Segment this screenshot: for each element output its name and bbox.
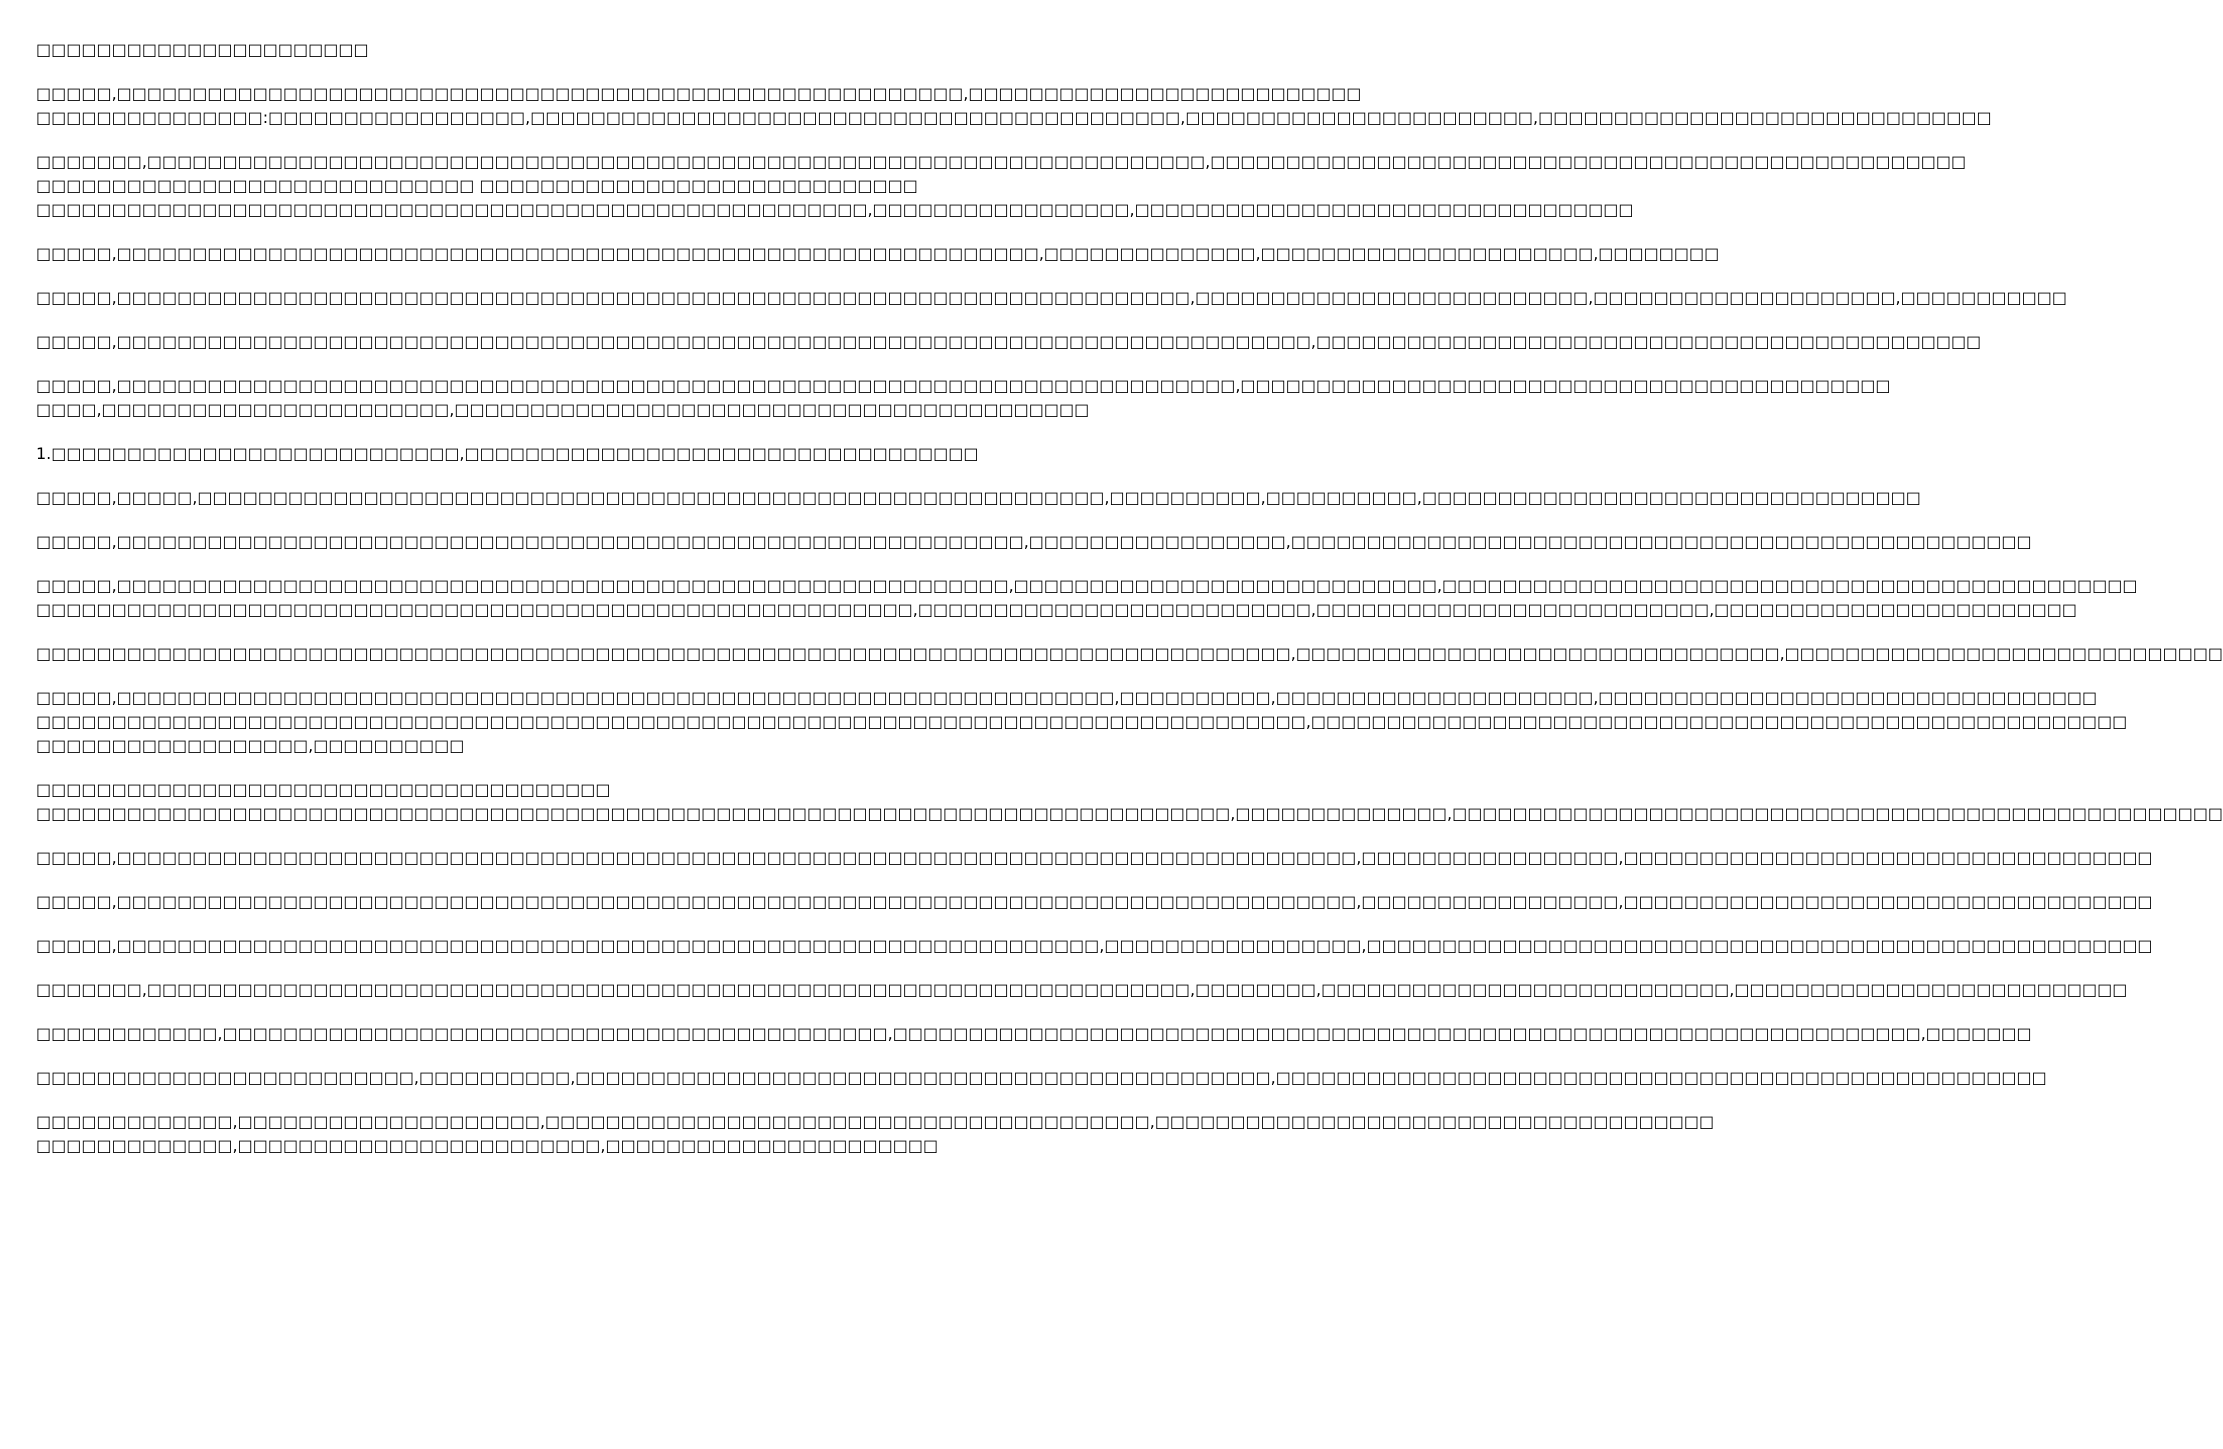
paragraph: [36, 934, 2153, 958]
text-line: □□□□□□□□□□□□□□□□□□□□□□□□□□□□□ □□□□□□□□□□□□□□□□□□□□□□□□□□□□□: [36, 176, 918, 195]
paragraph: [36, 890, 2153, 914]
paragraph: [36, 330, 1982, 354]
text-line: □□□□□,□□□□□□□□□□□□□□□□□□□□□□□□□□□□□□□□□□□□□□□□□□□□□□□□□□□□□□□□□□□□□□□□□□□□□□□□□□□□□□□□□□,□□□□□□□□□□□□□□□□□,□□□□□□□□□□□□□□□□□□□□□□□□□□□□□□□□□□□: [36, 848, 2153, 867]
text-line: □□□□□,□□□□□□□□□□□□□□□□□□□□□□□□□□□□□□□□□□□□□□□□□□□□□□□□□□□□□□□□□□□□□□□□□□,□□□□□□□□□□,□□□□□□□□□□□□□□□□□□□□□,□□□□□□□□□□□□□□□□□□□□□□□□□□□□□□□□□: [36, 688, 2098, 707]
text-line: □□□□□□□□□□□□□□□□□□□□□□□□□□□□□□□□□□□□□□□□□□□□□□□□□□□□□□□□□□□□□□□□□□□□□□□□□□□□□□□,□□□□□□□□□□□□□□,□□□□□□□□□□□□□□□□□□□□□□□□□□□□□□□□□□□□□□□□□□□□□□□□□□□: [36, 804, 2223, 823]
paragraph: [36, 530, 2032, 554]
text-line: □□□□□□□□□□□□□□□□□□□□□□□□□□□□□□□□□□□□□□□□□□□□□□□□□□□□□□□□□□□□□□□□□□□□□□□□□□□□□□□□□□□□,□□□□□□□□□□□□□□□□□□□□□□□□□□□□□□□□□□□□□□□□□□□□□□□□□□□□□□: [36, 712, 2128, 731]
text-line: □□□□□□□□□□□□□□□□□□,□□□□□□□□□□: [36, 736, 465, 755]
text-line: □□□□□□□□□□□□□□□□□□□□□□□□□□□□□□□□□□□□□□□□□□□□□□□□□□□□□□□□□□,□□□□□□□□□□□□□□□□□□□□□□□□□□,□□□□□□□□□□□□□□□□□□□□□□□□□□,□□□□□□□□□□□□□□□□□□□□□□□□: [36, 600, 2077, 619]
paragraph: [36, 686, 2128, 758]
text-line: □□□□□,□□□□□□□□□□□□□□□□□□□□□□□□□□□□□□□□□□□□□□□□□□□□□□□□□□□□□□□□□□□□□,□□□□□□□□□□□□□□,□□□□□□□□□□□□□□□□□□□□□□,□□□□□□□□: [36, 244, 1720, 263]
text-line: □□□□□□□,□□□□□□□□□□□□□□□□□□□□□□□□□□□□□□□□□□□□□□□□□□□□□□□□□□□□□□□□□□□□□□□□□□□□□,□□□□□□□□,□□□□□□□□□□□□□□□□□□□□□□□□□□□,□□□□□□□□□□□□□□□□□□□□□□□□□□: [36, 980, 2128, 999]
text-line: □□□□□□□□□□□□□□□□□□□□□□□□□□□□□□□□□□□□□□: [36, 780, 611, 799]
text-line: □□□□,□□□□□□□□□□□□□□□□□□□□□□□,□□□□□□□□□□□□□□□□□□□□□□□□□□□□□□□□□□□□□□□□□□: [36, 400, 1090, 419]
paragraph: [36, 1110, 1715, 1158]
text-line: □□□□□□□,□□□□□□□□□□□□□□□□□□□□□□□□□□□□□□□□□□□□□□□□□□□□□□□□□□□□□□□□□□□□□□□□□□□□□□,□□□□□□□□□□□□□□□□□□□□□□□□□□□□□□□□□□□□□□□□□□□□□□□□□□: [36, 152, 1967, 171]
paragraph: [36, 978, 2128, 1002]
text-line: □□□□□,□□□□□□□□□□□□□□□□□□□□□□□□□□□□□□□□□□□□□□□□□□□□□□□□□□□□□□□□□□□□□□□□□□□□□□□,□□□□□□□□□□□□□□□□□□□□□□□□□□,□□□□□□□□□□□□□□□□□□□□,□□□□□□□□□□□: [36, 288, 2067, 307]
text-line: □□□□□□□□□□□□□,□□□□□□□□□□□□□□□□□□□□,□□□□□□□□□□□□□□□□□□□□□□□□□□□□□□□□□□□□□□□□,□□□□□□□□□□□□□□□□□□□□□□□□□□□□□□□□□□□□□: [36, 1112, 1715, 1131]
paragraph: [36, 150, 1967, 222]
paragraph: [36, 1066, 2047, 1090]
text-line: □□□□□□□□□□□□□□□□□□□□□□: [36, 40, 369, 59]
text-line: □□□□□□□□□□□□□,□□□□□□□□□□□□□□□□□□□□□□□□,□□□□□□□□□□□□□□□□□□□□□□: [36, 1136, 939, 1155]
text-line: □□□□□,□□□□□□□□□□□□□□□□□□□□□□□□□□□□□□□□□□□□□□□□□□□□□□□□□□□□□□□□□□□□□□□□□□□□□□□□□□□□□□□,□□□□□□□□□□□□□□□□□□□□□□□□□□□□□□□□□□□□□□□□□□□□: [36, 332, 1982, 351]
text-line: □□□□□,□□□□□□□□□□□□□□□□□□□□□□□□□□□□□□□□□□□□□□□□□□□□□□□□□□□□□□□□□□□□□□□□□□□□□□□□□□,□□□□□□□□□□□□□□□□□□□□□□□□□□□□□□□□□□□□□□□□□□□: [36, 376, 1891, 395]
text-line: □□□□□□□□□□□□□□□□□□□□□□□□□□□□□□□□□□□□□□□□□□□□□□□□□□□□□□□□□□□□□□□□□□□□□□□□□□□□□□□□□□□,□□□□□□□□□□□□□□□□□□□□□□□□□□□□□□□□,□□□□□□□□□□□□□□□□□□□□□□□□□□□□□: [36, 644, 2223, 663]
text-line: □□□□□□□□□□□□□□□:□□□□□□□□□□□□□□□□□,□□□□□□□□□□□□□□□□□□□□□□□□□□□□□□□□□□□□□□□□□□□,□□□□□□□□□□□□□□□□□□□□□□□,□□□□□□□□□□□□□□□□□□□□□□□□□□□□□□: [36, 108, 1992, 127]
document-page: [36, 38, 2223, 1178]
paragraph: [36, 442, 989, 466]
text-line: □□□□□,□□□□□,□□□□□□□□□□□□□□□□□□□□□□□□□□□□□□□□□□□□□□□□□□□□□□□□□□□□□□□□□□□□,□□□□□□□□□□,□□□□□□□□□□,□□□□□□□□□□□□□□□□□□□□□□□□□□□□□□□□□: [36, 488, 1921, 507]
paragraph: [36, 642, 2223, 666]
text-line: □□□□□□□□□□□□,□□□□□□□□□□□□□□□□□□□□□□□□□□□□□□□□□□□□□□□□□□□□,□□□□□□□□□□□□□□□□□□□□□□□□□□□□□□□□□□□□□□□□□□□□□□□□□□□□□□□□□□□□□□□□□□□□,□□□□□□□: [36, 1024, 2032, 1043]
paragraph: [36, 38, 989, 62]
paragraph: [36, 286, 2067, 310]
paragraph: [36, 374, 1891, 422]
text-line: □□□□□,□□□□□□□□□□□□□□□□□□□□□□□□□□□□□□□□□□□□□□□□□□□□□□□□□□□□□□□□□□□□□□□□□□□□□□□□□□□□□□□□□□,□□□□□□□□□□□□□□□□□,□□□□□□□□□□□□□□□□□□□□□□□□□□□□□□□□□□□: [36, 892, 2153, 911]
paragraph: [36, 846, 2153, 870]
text-line: □□□□□,□□□□□□□□□□□□□□□□□□□□□□□□□□□□□□□□□□□□□□□□□□□□□□□□□□□□□□□□□□□□,□□□□□□□□□□□□□□□□□,□□□□□□□□□□□□□□□□□□□□□□□□□□□□□□□□□□□□□□□□□□□□□□□□□: [36, 532, 2032, 551]
text-line: □□□□□□□□□□□□□□□□□□□□□□□□□□□□□□□□□□□□□□□□□□□□□□□□□□□□□□□,□□□□□□□□□□□□□□□□□,□□□□□□□□□□□□□□□□□□□□□□□□□□□□□□□□□: [36, 200, 1634, 219]
paragraph: [36, 486, 1921, 510]
text-line: 1.□□□□□□□□□□□□□□□□□□□□□□□□□□□,□□□□□□□□□□□□□□□□□□□□□□□□□□□□□□□□□□: [36, 444, 979, 463]
text-line: □□□□□,□□□□□□□□□□□□□□□□□□□□□□□□□□□□□□□□□□□□□□□□□□□□□□□□□□□□□□□□□□□□□□□□□,□□□□□□□□□□□□□□□□□,□□□□□□□□□□□□□□□□□□□□□□□□□□□□□□□□□□□□□□□□□□□□□□□□□□□□: [36, 936, 2153, 955]
paragraph: [36, 1022, 2032, 1046]
text-line: □□□□□,□□□□□□□□□□□□□□□□□□□□□□□□□□□□□□□□□□□□□□□□□□□□□□□□□□□□□□□□,□□□□□□□□□□□□□□□□□□□□□□□□□□: [36, 84, 1362, 103]
paragraph: [36, 574, 2138, 622]
text-line: □□□□□□□□□□□□□□□□□□□□□□□□□,□□□□□□□□□□,□□□□□□□□□□□□□□□□□□□□□□□□□□□□□□□□□□□□□□□□□□□□□□,□□□□□□□□□□□□□□□□□□□□□□□□□□□□□□□□□□□□□□□□□□□□□□□□□□□: [36, 1068, 2047, 1087]
paragraph: [36, 778, 2223, 826]
paragraph: [36, 82, 1992, 130]
paragraph: [36, 242, 1720, 266]
text-line: □□□□□,□□□□□□□□□□□□□□□□□□□□□□□□□□□□□□□□□□□□□□□□□□□□□□□□□□□□□□□□□□□,□□□□□□□□□□□□□□□□□□□□□□□□□□□□,□□□□□□□□□□□□□□□□□□□□□□□□□□□□□□□□□□□□□□□□□□□□□□: [36, 576, 2138, 595]
